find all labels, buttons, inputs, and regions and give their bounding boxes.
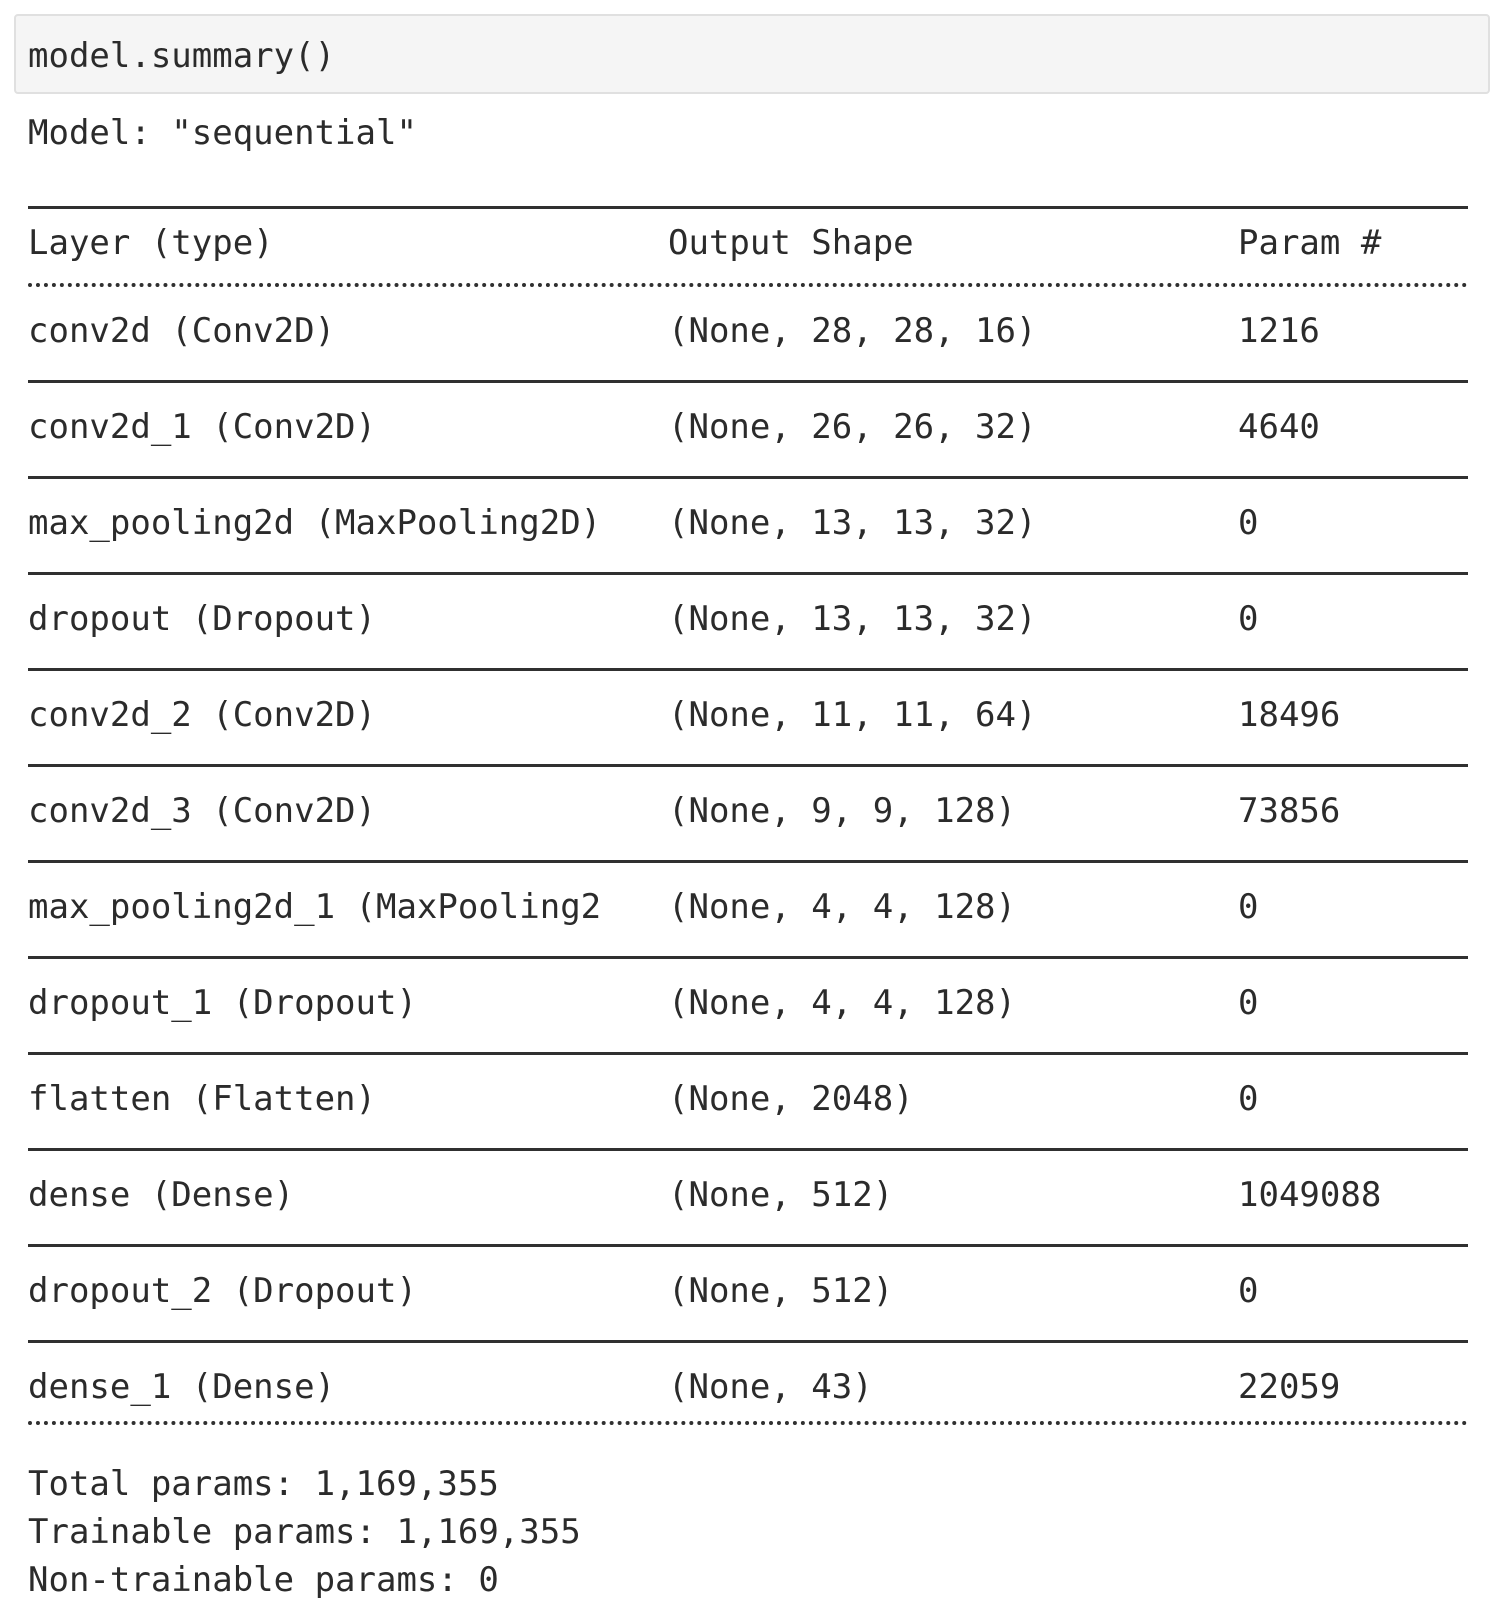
table-row [28, 1343, 1468, 1419]
row-param-count: 0 [1238, 599, 1259, 639]
row-param-count: 1049088 [1238, 1175, 1382, 1215]
row-layer: conv2d_1 (Conv2D) [28, 407, 376, 447]
row-layer: max_pooling2d (MaxPooling2D) [28, 503, 602, 543]
table-row [28, 1247, 1468, 1343]
header-param-count: Param # [1238, 223, 1382, 263]
table-row [28, 959, 1468, 1055]
table-body [28, 287, 1468, 1419]
non-trainable-params: Non-trainable params: 0 [28, 1560, 499, 1600]
row-layer: conv2d (Conv2D) [28, 311, 336, 351]
row-param-count: 22059 [1238, 1367, 1341, 1407]
total-params: Total params: 1,169,355 [28, 1464, 499, 1504]
header-layer: Layer (type) [28, 223, 274, 263]
row-output-shape: (None, 26, 26, 32) [668, 407, 1037, 447]
row-param-count: 0 [1238, 983, 1259, 1023]
row-output-shape: (None, 4, 4, 128) [668, 983, 1016, 1023]
row-layer: dense (Dense) [28, 1175, 295, 1215]
table-row [28, 479, 1468, 575]
table-row [28, 863, 1468, 959]
row-output-shape: (None, 9, 9, 128) [668, 791, 1016, 831]
row-param-count: 0 [1238, 1271, 1259, 1311]
row-layer: conv2d_2 (Conv2D) [28, 695, 376, 735]
table-row [28, 1055, 1468, 1151]
row-param-count: 73856 [1238, 791, 1341, 831]
table-row [28, 1151, 1468, 1247]
summary-table [28, 206, 1468, 1425]
row-output-shape: (None, 512) [668, 1175, 894, 1215]
code-text[interactable]: model.summary() [28, 36, 336, 76]
row-param-count: 18496 [1238, 695, 1341, 735]
row-layer: conv2d_3 (Conv2D) [28, 791, 376, 831]
row-param-count: 0 [1238, 503, 1259, 543]
row-param-count: 0 [1238, 1079, 1259, 1119]
row-output-shape: (None, 512) [668, 1271, 894, 1311]
row-layer: flatten (Flatten) [28, 1079, 376, 1119]
param-totals [28, 1460, 581, 1604]
row-output-shape: (None, 13, 13, 32) [668, 599, 1037, 639]
row-layer: dense_1 (Dense) [28, 1367, 336, 1407]
row-param-count: 0 [1238, 887, 1259, 927]
row-output-shape: (None, 2048) [668, 1079, 914, 1119]
table-row [28, 671, 1468, 767]
row-layer: max_pooling2d_1 (MaxPooling2 [28, 887, 602, 927]
footer-double-rule [28, 1421, 1468, 1425]
row-output-shape: (None, 43) [668, 1367, 873, 1407]
row-output-shape: (None, 11, 11, 64) [668, 695, 1037, 735]
table-row [28, 767, 1468, 863]
row-layer: dropout_1 (Dropout) [28, 983, 417, 1023]
row-output-shape: (None, 4, 4, 128) [668, 887, 1016, 927]
row-output-shape: (None, 28, 28, 16) [668, 311, 1037, 351]
row-param-count: 1216 [1238, 311, 1320, 351]
model-title: Model: "sequential" [28, 113, 417, 153]
row-layer: dropout_2 (Dropout) [28, 1271, 417, 1311]
table-row [28, 383, 1468, 479]
row-layer: dropout (Dropout) [28, 599, 376, 639]
table-row [28, 287, 1468, 383]
header-output-shape: Output Shape [668, 223, 914, 263]
row-param-count: 4640 [1238, 407, 1320, 447]
trainable-params: Trainable params: 1,169,355 [28, 1512, 581, 1552]
table-header-row [28, 209, 1468, 281]
table-row [28, 575, 1468, 671]
row-output-shape: (None, 13, 13, 32) [668, 503, 1037, 543]
